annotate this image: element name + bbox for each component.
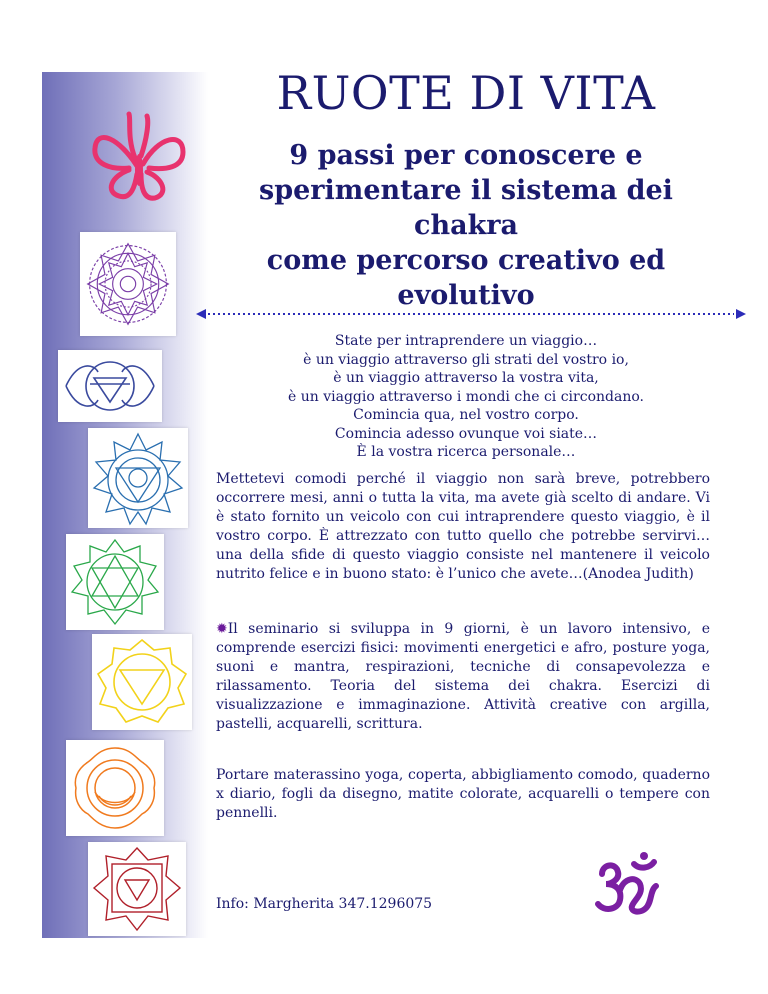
contact-info: Info: Margherita 347.1296075 xyxy=(216,896,433,912)
page-title: RUOTE DI VITA xyxy=(276,66,656,120)
seminar-paragraph xyxy=(216,620,710,734)
verse-line: Comincia adesso ovunque voi siate… xyxy=(334,425,598,442)
intro-paragraph: Mettetevi comodi perché il viaggio non sarà breve, potrebbero occorrere mesi, anni o tutta la vita, ma avete già scelto di andare. Vi è stato fornito un veicolo con cui intraprendere questo viaggio, è il vostro corpo. È attrezzato con tutto quello che potrebbe servirvi… una della sfide di questo viaggio consiste nel mantenere il veicolo nutrito felice e in buono stato: è l’unico che avete…(Anodea Judith) xyxy=(216,471,710,582)
verse-line: Comincia qua, nel vostro corpo. xyxy=(353,407,579,423)
opening-verse xyxy=(216,332,716,462)
seminar-text: Il seminario si sviluppa in 9 giorni, è un lavoro intensivo, e comprende esercizi fisici: movimenti energetici e afro, posture yoga, suoni e mantra, respirazioni, tecniche di consapevolezza e rilassamento. Teoria del sistema dei chakra. Esercizi di visualizzazione e immaginazione. Attività creative con argilla, pastelli, acquarelli, scrittura. xyxy=(216,621,710,732)
sacral-chakra-icon xyxy=(66,740,164,836)
solar-plexus-chakra-icon xyxy=(92,634,192,730)
star-bullet-icon: ✹ xyxy=(216,621,228,637)
crown-chakra-icon xyxy=(80,232,176,336)
subtitle-line: sperimentare il sistema dei chakra xyxy=(259,175,673,241)
page-subtitle xyxy=(216,138,716,313)
verse-line: È la vostra ricerca personale… xyxy=(356,444,576,460)
heart-chakra-icon xyxy=(66,534,164,630)
subtitle-line: evolutivo xyxy=(397,280,535,311)
dotted-arrow-divider xyxy=(196,306,746,320)
subtitle-line: 9 passi per conoscere e xyxy=(289,140,643,171)
third-eye-chakra-icon xyxy=(58,350,162,422)
verse-line: è un viaggio attraverso gli strati del vostro io, xyxy=(303,351,629,368)
verse-line: State per intraprendere un viaggio… xyxy=(334,333,598,349)
throat-chakra-icon xyxy=(88,428,188,528)
om-symbol-icon xyxy=(594,850,664,916)
butterfly-icon xyxy=(88,108,190,204)
verse-line: è un viaggio attraverso la vostra vita, xyxy=(333,370,599,386)
root-chakra-icon xyxy=(88,842,186,936)
subtitle-line: come percorso creativo ed xyxy=(266,245,666,276)
verse-line: è un viaggio attraverso i mondi che ci circondano. xyxy=(288,388,644,405)
materials-paragraph: Portare materassino yoga, coperta, abbigliamento comodo, quaderno x diario, fogli da disegno, matite colorate, acquarelli o tempere con pennelli. xyxy=(216,767,710,821)
